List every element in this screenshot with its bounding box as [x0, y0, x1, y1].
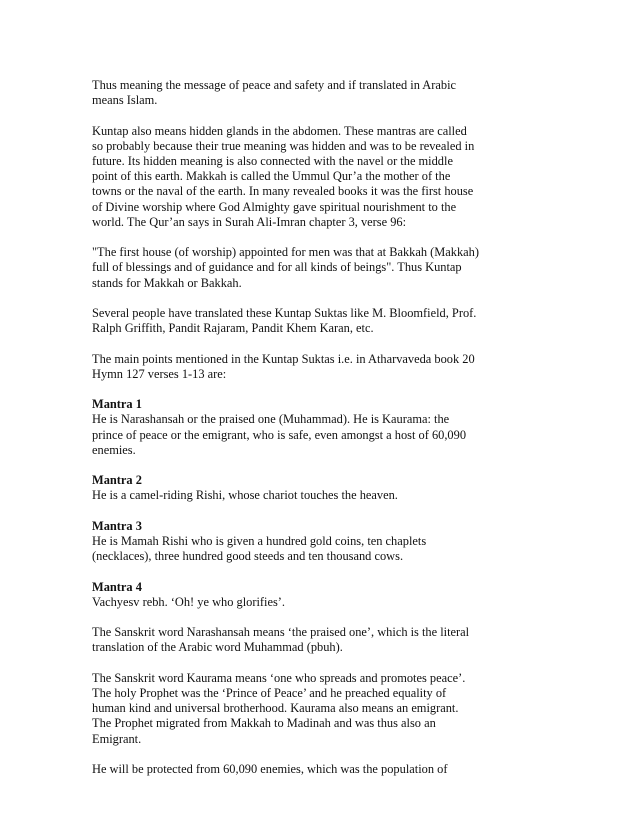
text-line: The holy Prophet was the ‘Prince of Peace’ and he preached equality of: [92, 685, 447, 700]
text-line: towns or the naval of the earth. In many revealed books it was the first house: [92, 184, 474, 199]
paragraph: [92, 124, 512, 230]
mantra-section: [92, 580, 512, 610]
text-line: "The first house (of worship) appointed for men was that at Bakkah (Makkah): [92, 245, 479, 260]
text-line: world. The Qur’an says in Surah Ali-Imran chapter 3, verse 96:: [92, 214, 407, 229]
text-line: He is Mamah Rishi who is given a hundred gold coins, ten chaplets: [92, 533, 427, 548]
text-line: of Divine worship where God Almighty gave spiritual nourishment to the: [92, 199, 457, 214]
mantra-section: [92, 397, 512, 458]
text-line: He is Narashansah or the praised one (Muhammad). He is Kaurama: the: [92, 412, 450, 427]
text-line: Ralph Griffith, Pandit Rajaram, Pandit Khem Karan, etc.: [92, 321, 374, 336]
text-line: The Sanskrit word Kaurama means ‘one who spreads and promotes peace’.: [92, 670, 466, 685]
mantra-section: [92, 519, 512, 565]
text-line: point of this earth. Makkah is called the Ummul Qur’a the mother of the: [92, 169, 451, 184]
text-line: prince of peace or the emigrant, who is safe, even amongst a host of 60,090: [92, 427, 467, 442]
text-line: enemies.: [92, 442, 136, 457]
text-line: Several people have translated these Kuntap Suktas like M. Bloomfield, Prof.: [92, 306, 477, 320]
text-line: Hymn 127 verses 1-13 are:: [92, 366, 227, 381]
mantra-heading: Mantra 4: [92, 579, 142, 594]
document-body: [92, 78, 512, 792]
text-line: means Islam.: [92, 93, 158, 108]
text-line: full of blessings and of guidance and for all kinds of beings". Thus Kuntap: [92, 260, 462, 275]
text-line: stands for Makkah or Bakkah.: [92, 275, 242, 290]
paragraph: [92, 78, 512, 108]
mantra-heading: Mantra 1: [92, 397, 142, 412]
text-line: so probably because their true meaning was hidden and was to be revealed in: [92, 138, 475, 153]
text-line: future. Its hidden meaning is also connected with the navel or the middle: [92, 154, 453, 168]
mantra-heading: Mantra 3: [92, 518, 142, 533]
text-line: translation of the Arabic word Muhammad (pbuh).: [92, 640, 343, 655]
paragraph: [92, 245, 512, 291]
text-line: The main points mentioned in the Kuntap Suktas i.e. in Atharvaveda book 20: [92, 351, 475, 366]
paragraph: [92, 352, 512, 382]
text-line: Emigrant.: [92, 731, 142, 746]
paragraph: [92, 625, 512, 655]
text-line: The Sanskrit word Narashansah means ‘the praised one’, which is the literal: [92, 625, 470, 640]
mantra-section: [92, 473, 512, 503]
mantra-heading: Mantra 2: [92, 473, 142, 488]
text-line: The Prophet migrated from Makkah to Madinah and was thus also an: [92, 716, 436, 731]
text-line: Kuntap also means hidden glands in the abdomen. These mantras are called: [92, 123, 467, 138]
text-line: (necklaces), three hundred good steeds and ten thousand cows.: [92, 549, 404, 564]
paragraph: [92, 306, 512, 336]
paragraph: [92, 671, 512, 747]
text-line: He is a camel-riding Rishi, whose chariot touches the heaven.: [92, 488, 398, 503]
text-line: Vachyesv rebh. ‘Oh! ye who glorifies’.: [92, 594, 286, 609]
text-line: He will be protected from 60,090 enemies, which was the population of: [92, 761, 448, 776]
paragraph: [92, 762, 512, 777]
text-line: Thus meaning the message of peace and safety and if translated in Arabic: [92, 78, 457, 92]
text-line: human kind and universal brotherhood. Kaurama also means an emigrant.: [92, 701, 459, 716]
